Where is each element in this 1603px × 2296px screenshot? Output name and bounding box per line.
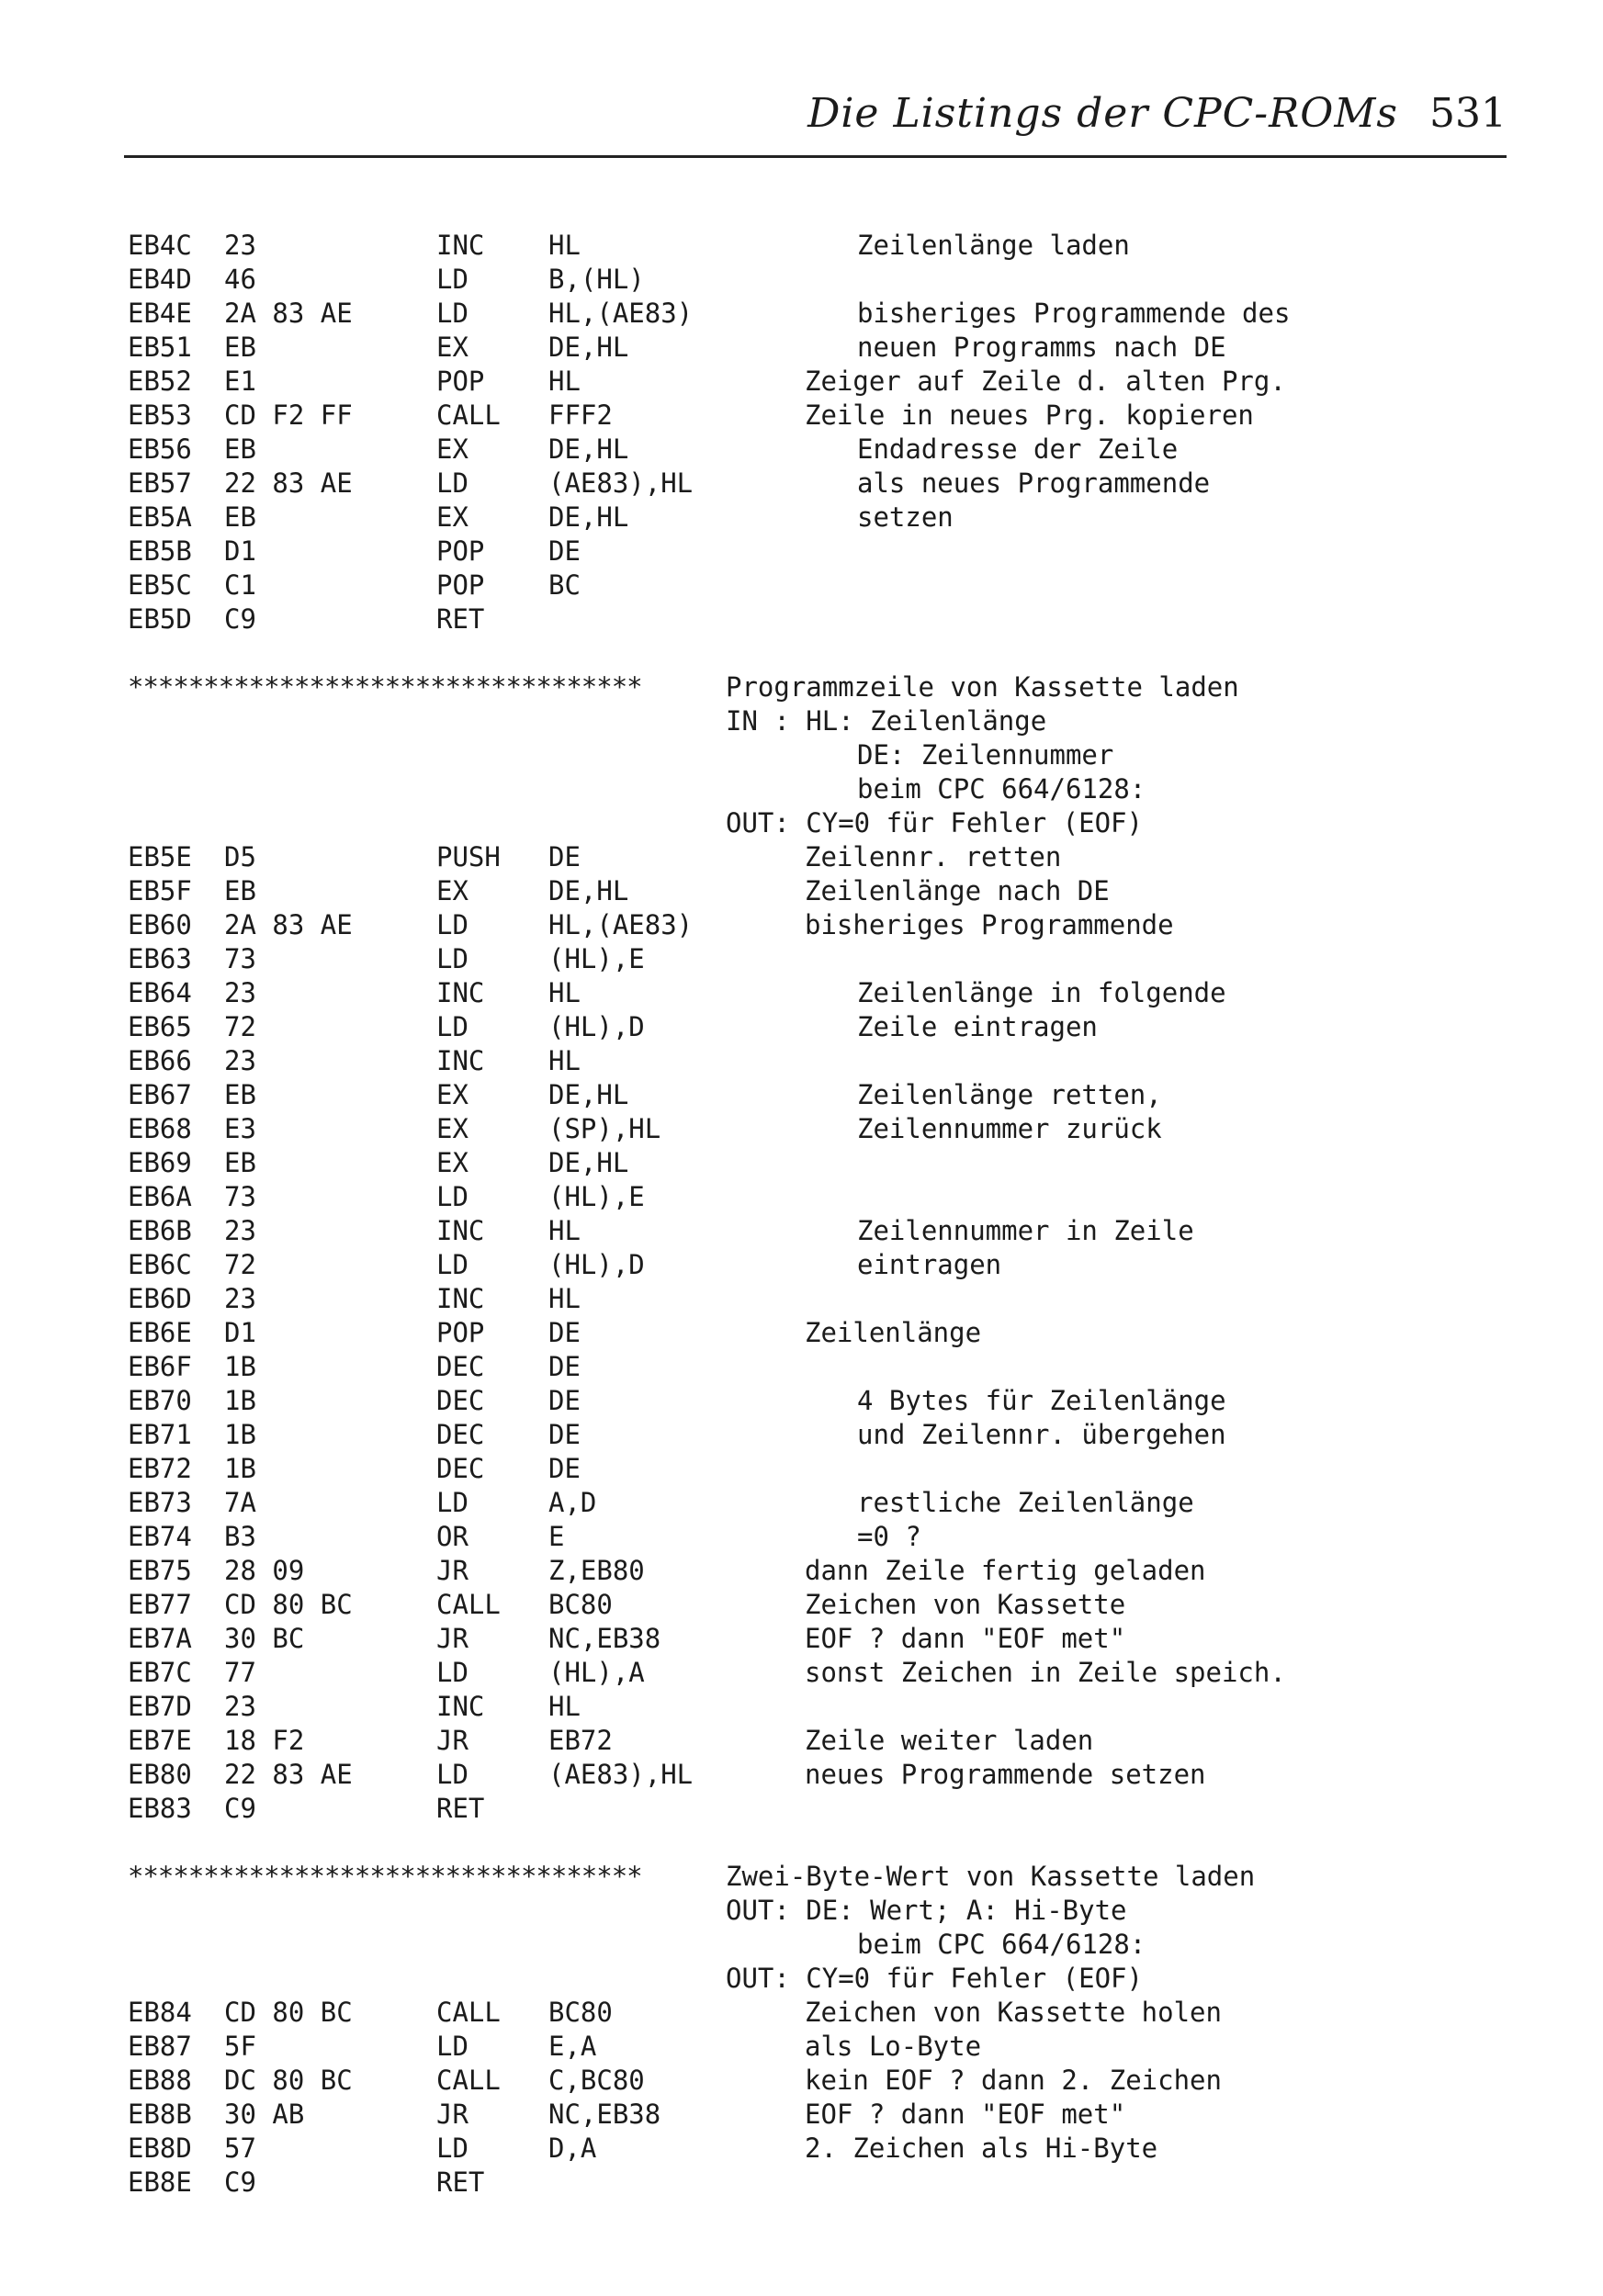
listing-row <box>128 1350 1506 1384</box>
mnemonic: EX <box>436 332 468 363</box>
address: EB69 <box>128 1147 192 1178</box>
comment: Endadresse der Zeile <box>857 433 1179 465</box>
listing-row <box>128 2098 1506 2132</box>
comment: kein EOF ? dann 2. Zeichen <box>805 2065 1222 2096</box>
listing-row <box>128 1486 1506 1520</box>
hex-bytes: C9 <box>224 1793 256 1824</box>
mnemonic: RET <box>436 2167 485 2198</box>
separator-stars: ********************************** <box>128 1861 642 1892</box>
mnemonic: INC <box>436 1215 485 1246</box>
address: EB51 <box>128 332 192 363</box>
operand: HL <box>548 230 581 261</box>
header-rule <box>124 155 1507 158</box>
operand: (HL),E <box>548 943 645 974</box>
listing-row <box>128 535 1506 568</box>
mnemonic: RET <box>436 603 485 635</box>
mnemonic: JR <box>436 1725 468 1756</box>
listing-row <box>128 942 1506 976</box>
hex-bytes: 1B <box>224 1453 256 1484</box>
mnemonic: LD <box>436 2031 468 2062</box>
listing-row <box>128 1282 1506 1316</box>
mnemonic: EX <box>436 1113 468 1144</box>
operand: HL <box>548 1691 581 1722</box>
listing-row <box>128 2030 1506 2064</box>
hex-bytes: EB <box>224 501 256 533</box>
comment: Zeichen von Kassette <box>805 1589 1126 1620</box>
listing-row <box>128 1690 1506 1724</box>
address: EB57 <box>128 467 192 499</box>
address: EB4E <box>128 298 192 329</box>
section-note-text: OUT: DE: Wert; A: Hi-Byte <box>726 1895 1127 1926</box>
section-note-text: OUT: CY=0 für Fehler (EOF) <box>726 807 1143 838</box>
comment: setzen <box>857 501 954 533</box>
mnemonic: EX <box>436 433 468 465</box>
comment: neues Programmende setzen <box>805 1759 1206 1790</box>
comment: als neues Programmende <box>857 467 1211 499</box>
address: EB6D <box>128 1283 192 1314</box>
listing-row <box>128 1656 1506 1690</box>
operand: DE <box>548 535 581 567</box>
mnemonic: LD <box>436 909 468 940</box>
mnemonic: POP <box>436 569 485 601</box>
hex-bytes: C9 <box>224 603 256 635</box>
hex-bytes: 73 <box>224 943 256 974</box>
address: EB6A <box>128 1181 192 1212</box>
hex-bytes: 23 <box>224 1215 256 1246</box>
operand: EB72 <box>548 1725 613 1756</box>
hex-bytes: B3 <box>224 1521 256 1552</box>
mnemonic: EX <box>436 501 468 533</box>
comment: Zeile in neues Prg. kopieren <box>805 400 1254 431</box>
mnemonic: OR <box>436 1521 468 1552</box>
hex-bytes: 5F <box>224 2031 256 2062</box>
address: EB8D <box>128 2133 192 2164</box>
hex-bytes: 23 <box>224 1045 256 1076</box>
listing-row <box>128 1044 1506 1078</box>
mnemonic: POP <box>436 535 485 567</box>
section-separator <box>128 670 1506 704</box>
address: EB73 <box>128 1487 192 1518</box>
operand: BC80 <box>548 1997 613 2028</box>
hex-bytes: D1 <box>224 535 256 567</box>
address: EB75 <box>128 1555 192 1586</box>
hex-bytes: 22 83 AE <box>224 467 353 499</box>
hex-bytes: DC 80 BC <box>224 2065 353 2096</box>
hex-bytes: EB <box>224 433 256 465</box>
operand: DE,HL <box>548 501 629 533</box>
hex-bytes: 22 83 AE <box>224 1759 353 1790</box>
listing-row <box>128 908 1506 942</box>
address: EB63 <box>128 943 192 974</box>
section-note <box>128 772 1506 806</box>
hex-bytes: E1 <box>224 366 256 397</box>
address: EB5E <box>128 841 192 872</box>
operand: BC80 <box>548 1589 613 1620</box>
mnemonic: INC <box>436 977 485 1008</box>
listing-row <box>128 331 1506 365</box>
page-number: 531 <box>1429 90 1507 137</box>
mnemonic: LD <box>436 943 468 974</box>
address: EB83 <box>128 1793 192 1824</box>
hex-bytes: 23 <box>224 1283 256 1314</box>
listing-row <box>128 602 1506 636</box>
listing-row <box>128 433 1506 467</box>
operand: DE,HL <box>548 875 629 906</box>
hex-bytes: EB <box>224 875 256 906</box>
mnemonic: RET <box>436 1793 485 1824</box>
comment: Zeile eintragen <box>857 1011 1098 1042</box>
section-separator <box>128 1860 1506 1894</box>
address: EB7A <box>128 1623 192 1654</box>
comment: sonst Zeichen in Zeile speich. <box>805 1657 1286 1688</box>
hex-bytes: 28 09 <box>224 1555 305 1586</box>
listing-row <box>128 501 1506 535</box>
operand: (AE83),HL <box>548 1759 694 1790</box>
address: EB77 <box>128 1589 192 1620</box>
hex-bytes: 23 <box>224 1691 256 1722</box>
comment: Zeiger auf Zeile d. alten Prg. <box>805 366 1286 397</box>
listing-row <box>128 1418 1506 1452</box>
comment: Zeilennummer in Zeile <box>857 1215 1194 1246</box>
address: EB5F <box>128 875 192 906</box>
comment: Zeichen von Kassette holen <box>805 1997 1222 2028</box>
hex-bytes: D5 <box>224 841 256 872</box>
comment: als Lo-Byte <box>805 2031 982 2062</box>
hex-bytes: 1B <box>224 1351 256 1382</box>
hex-bytes: 77 <box>224 1657 256 1688</box>
operand: E,A <box>548 2031 597 2062</box>
address: EB60 <box>128 909 192 940</box>
listing-row <box>128 1112 1506 1146</box>
hex-bytes: 23 <box>224 230 256 261</box>
comment: =0 ? <box>857 1521 921 1552</box>
mnemonic: CALL <box>436 400 501 431</box>
comment: dann Zeile fertig geladen <box>805 1555 1206 1586</box>
listing-row <box>128 874 1506 908</box>
listing-row <box>128 467 1506 501</box>
listing-row <box>128 1588 1506 1622</box>
hex-bytes: 2A 83 AE <box>224 298 353 329</box>
comment: Zeilenlänge laden <box>857 230 1130 261</box>
listing-row <box>128 1996 1506 2030</box>
address: EB71 <box>128 1419 192 1450</box>
listing-row <box>128 1554 1506 1588</box>
listing-row <box>128 1078 1506 1112</box>
address: EB5C <box>128 569 192 601</box>
comment: Zeilenlänge in folgende <box>857 977 1226 1008</box>
operand: DE <box>548 1419 581 1450</box>
address: EB87 <box>128 2031 192 2062</box>
hex-bytes: EB <box>224 332 256 363</box>
comment: bisheriges Programmende <box>805 909 1174 940</box>
mnemonic: CALL <box>436 1997 501 2028</box>
section-note <box>128 1962 1506 1996</box>
section-note <box>128 704 1506 738</box>
mnemonic: EX <box>436 875 468 906</box>
operand: DE,HL <box>548 433 629 465</box>
operand: HL <box>548 1215 581 1246</box>
comment: restliche Zeilenlänge <box>857 1487 1194 1518</box>
listing-row <box>128 1384 1506 1418</box>
comment: Zeile weiter laden <box>805 1725 1094 1756</box>
comment: neuen Programms nach DE <box>857 332 1226 363</box>
address: EB84 <box>128 1997 192 2028</box>
operand: DE <box>548 1317 581 1348</box>
hex-bytes: CD F2 FF <box>224 400 353 431</box>
address: EB68 <box>128 1113 192 1144</box>
operand: NC,EB38 <box>548 2099 661 2130</box>
address: EB64 <box>128 977 192 1008</box>
listing-row <box>128 2132 1506 2166</box>
operand: E <box>548 1521 565 1552</box>
listing-row <box>128 1180 1506 1214</box>
address: EB4C <box>128 230 192 261</box>
listing-row <box>128 976 1506 1010</box>
hex-bytes: 2A 83 AE <box>224 909 353 940</box>
listing-row <box>128 1520 1506 1554</box>
listing-row <box>128 1316 1506 1350</box>
comment: Zeilenlänge <box>805 1317 982 1348</box>
address: EB6B <box>128 1215 192 1246</box>
listing-row <box>128 568 1506 602</box>
operand: (HL),A <box>548 1657 645 1688</box>
operand: DE,HL <box>548 1147 629 1178</box>
address: EB5B <box>128 535 192 567</box>
operand: DE,HL <box>548 1079 629 1110</box>
operand: A,D <box>548 1487 597 1518</box>
operand: B,(HL) <box>548 264 645 295</box>
section-note-text: OUT: CY=0 für Fehler (EOF) <box>726 1963 1143 1994</box>
mnemonic: INC <box>436 1691 485 1722</box>
comment: 2. Zeichen als Hi-Byte <box>805 2133 1158 2164</box>
listing-row <box>128 1792 1506 1826</box>
hex-bytes: C9 <box>224 2167 256 2198</box>
mnemonic: LD <box>436 264 468 295</box>
mnemonic: JR <box>436 2099 468 2130</box>
section-note-text: DE: Zeilennummer <box>857 739 1114 771</box>
mnemonic: LD <box>436 298 468 329</box>
address: EB7C <box>128 1657 192 1688</box>
listing-row <box>128 2064 1506 2098</box>
operand: (HL),D <box>548 1011 645 1042</box>
listing-row <box>128 1758 1506 1792</box>
hex-bytes: 1B <box>224 1385 256 1416</box>
listing-row <box>128 1248 1506 1282</box>
operand: DE <box>548 1351 581 1382</box>
listing-row <box>128 2166 1506 2200</box>
address: EB7E <box>128 1725 192 1756</box>
operand: DE,HL <box>548 332 629 363</box>
hex-bytes: CD 80 BC <box>224 1997 353 2028</box>
operand: HL <box>548 1045 581 1076</box>
mnemonic: INC <box>436 1283 485 1314</box>
mnemonic: DEC <box>436 1385 485 1416</box>
mnemonic: LD <box>436 1011 468 1042</box>
listing-row <box>128 229 1506 263</box>
hex-bytes: 73 <box>224 1181 256 1212</box>
mnemonic: INC <box>436 230 485 261</box>
mnemonic: DEC <box>436 1419 485 1450</box>
address: EB72 <box>128 1453 192 1484</box>
mnemonic: LD <box>436 1181 468 1212</box>
operand: FFF2 <box>548 400 613 431</box>
address: EB66 <box>128 1045 192 1076</box>
running-header-title: Die Listings der CPC-ROMs <box>807 90 1398 137</box>
mnemonic: LD <box>436 1249 468 1280</box>
listing-row <box>128 1622 1506 1656</box>
mnemonic: JR <box>436 1623 468 1654</box>
address: EB80 <box>128 1759 192 1790</box>
hex-bytes: EB <box>224 1079 256 1110</box>
operand: (HL),D <box>548 1249 645 1280</box>
operand: Z,EB80 <box>548 1555 645 1586</box>
mnemonic: LD <box>436 467 468 499</box>
address: EB8B <box>128 2099 192 2130</box>
section-note <box>128 806 1506 840</box>
operand: BC <box>548 569 581 601</box>
comment: und Zeilennr. übergehen <box>857 1419 1226 1450</box>
section-note-text: IN : HL: Zeilenlänge <box>726 705 1047 737</box>
comment: Zeilennummer zurück <box>857 1113 1162 1144</box>
operand: DE <box>548 841 581 872</box>
comment: bisheriges Programmende des <box>857 298 1291 329</box>
hex-bytes: 7A <box>224 1487 256 1518</box>
hex-bytes: EB <box>224 1147 256 1178</box>
section-title: Zwei-Byte-Wert von Kassette laden <box>726 1861 1256 1892</box>
hex-bytes: 72 <box>224 1011 256 1042</box>
address: EB56 <box>128 433 192 465</box>
mnemonic: PUSH <box>436 841 501 872</box>
operand: DE <box>548 1453 581 1484</box>
address: EB5A <box>128 501 192 533</box>
section-note-text: beim CPC 664/6128: <box>857 773 1146 805</box>
operand: HL <box>548 1283 581 1314</box>
address: EB7D <box>128 1691 192 1722</box>
mnemonic: LD <box>436 2133 468 2164</box>
address: EB6E <box>128 1317 192 1348</box>
operand: HL,(AE83) <box>548 298 694 329</box>
section-note-text: beim CPC 664/6128: <box>857 1929 1146 1960</box>
address: EB52 <box>128 366 192 397</box>
hex-bytes: E3 <box>224 1113 256 1144</box>
listing-row <box>128 1146 1506 1180</box>
mnemonic: LD <box>436 1759 468 1790</box>
operand: D,A <box>548 2133 597 2164</box>
hex-bytes: 57 <box>224 2133 256 2164</box>
address: EB74 <box>128 1521 192 1552</box>
mnemonic: JR <box>436 1555 468 1586</box>
operand: HL <box>548 366 581 397</box>
comment: 4 Bytes für Zeilenlänge <box>857 1385 1226 1416</box>
comment: Zeilenlänge retten, <box>857 1079 1162 1110</box>
address: EB6C <box>128 1249 192 1280</box>
comment: EOF ? dann "EOF met" <box>805 1623 1126 1654</box>
separator-stars: ********************************** <box>128 671 642 703</box>
assembly-listing <box>128 229 1506 2200</box>
address: EB53 <box>128 400 192 431</box>
hex-bytes: 72 <box>224 1249 256 1280</box>
listing-row <box>128 1724 1506 1758</box>
listing-row <box>128 1452 1506 1486</box>
mnemonic: POP <box>436 366 485 397</box>
operand: (HL),E <box>548 1181 645 1212</box>
operand: (SP),HL <box>548 1113 661 1144</box>
hex-bytes: 23 <box>224 977 256 1008</box>
mnemonic: CALL <box>436 2065 501 2096</box>
operand: C,BC80 <box>548 2065 645 2096</box>
mnemonic: POP <box>436 1317 485 1348</box>
listing-row <box>128 263 1506 297</box>
listing-row <box>128 1010 1506 1044</box>
section-note <box>128 1894 1506 1928</box>
hex-bytes: C1 <box>224 569 256 601</box>
section-gap <box>128 636 1506 670</box>
mnemonic: DEC <box>436 1453 485 1484</box>
hex-bytes: 18 F2 <box>224 1725 305 1756</box>
address: EB70 <box>128 1385 192 1416</box>
hex-bytes: 30 BC <box>224 1623 305 1654</box>
address: EB4D <box>128 264 192 295</box>
address: EB5D <box>128 603 192 635</box>
listing-row <box>128 365 1506 399</box>
mnemonic: LD <box>436 1657 468 1688</box>
hex-bytes: D1 <box>224 1317 256 1348</box>
page-header <box>124 90 1507 163</box>
comment: Zeilenlänge nach DE <box>805 875 1110 906</box>
section-title: Programmzeile von Kassette laden <box>726 671 1239 703</box>
address: EB8E <box>128 2167 192 2198</box>
hex-bytes: 46 <box>224 264 256 295</box>
hex-bytes: 1B <box>224 1419 256 1450</box>
address: EB65 <box>128 1011 192 1042</box>
address: EB6F <box>128 1351 192 1382</box>
section-note <box>128 1928 1506 1962</box>
mnemonic: INC <box>436 1045 485 1076</box>
operand: HL <box>548 977 581 1008</box>
operand: (AE83),HL <box>548 467 694 499</box>
mnemonic: LD <box>436 1487 468 1518</box>
comment: Zeilennr. retten <box>805 841 1062 872</box>
hex-bytes: 30 AB <box>224 2099 305 2130</box>
mnemonic: EX <box>436 1079 468 1110</box>
section-gap <box>128 1826 1506 1860</box>
section-note <box>128 738 1506 772</box>
hex-bytes: CD 80 BC <box>224 1589 353 1620</box>
mnemonic: CALL <box>436 1589 501 1620</box>
listing-row <box>128 297 1506 331</box>
comment: EOF ? dann "EOF met" <box>805 2099 1126 2130</box>
operand: NC,EB38 <box>548 1623 661 1654</box>
comment: eintragen <box>857 1249 1002 1280</box>
operand: DE <box>548 1385 581 1416</box>
address: EB67 <box>128 1079 192 1110</box>
address: EB88 <box>128 2065 192 2096</box>
listing-row <box>128 840 1506 874</box>
listing-row <box>128 1214 1506 1248</box>
listing-row <box>128 399 1506 433</box>
mnemonic: EX <box>436 1147 468 1178</box>
operand: HL,(AE83) <box>548 909 694 940</box>
mnemonic: DEC <box>436 1351 485 1382</box>
